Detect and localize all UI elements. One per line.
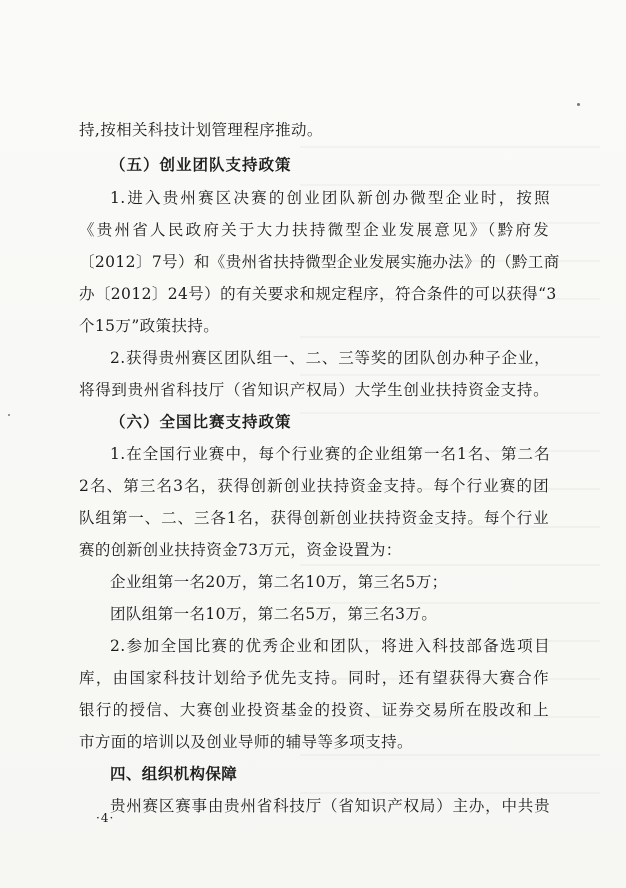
text-line: 将得到贵州省科技厅（省知识产权局）大学生创业扶持资金支持。 [79,381,549,399]
text-line: 2.参加全国比赛的优秀企业和团队，将进入科技部备选项目 [110,637,550,655]
text-line: 1.进入贵州赛区决赛的创业团队新创办微型企业时，按照 [110,189,550,207]
text-line: 赛的创新创业扶持资金73万元，资金设置为： [79,541,402,559]
text-line: 贵州赛区赛事由贵州省科技厅（省知识产权局）主办，中共贵 [110,797,550,815]
text-line: 企业组第一名20万，第二名10万，第三名5万； [110,573,448,591]
text-line: 〔2012〕7号）和《贵州省扶持微型企业发展实施办法》的（黔工商 [79,253,560,271]
section-heading-6: （六）全国比赛支持政策 [110,412,292,431]
scan-speck [577,103,580,106]
text-line: 团队组第一名10万，第二名5万，第三名3万。 [110,605,438,623]
text-line: 1.在全国行业赛中，每个行业赛的企业组第一名1名、第二名 [110,445,550,463]
section-heading-5: （五）创业团队支持政策 [110,155,292,174]
text-line: 2名、第三名3名，获得创新创业扶持资金支持。每个行业赛的团 [79,477,549,495]
text-line: 库，由国家科技计划给予优先支持。同时，还有望获得大赛合作 [79,669,549,687]
text-line: 银行的授信、大赛创业投资基金的投资、证券交易所在股改和上 [79,701,549,719]
page-number: ·4· [96,811,115,825]
text-line: 队组第一、二、三各1名，获得创新创业扶持资金支持。每个行业 [79,509,549,527]
text-line: 《贵州省人民政府关于大力扶持微型企业发展意见》（黔府发 [79,221,549,239]
text-line: 2.获得贵州赛区团队组一、二、三等奖的团队创办种子企业， [110,349,550,367]
scan-speck [8,414,10,416]
text-line: 个15万”政策扶持。 [79,317,220,335]
text-line: 市方面的培训以及创业导师的辅导等多项支持。 [79,733,413,751]
text-line: 办〔2012〕24号）的有关要求和规定程序，符合条件的可以获得“3 [79,285,557,303]
text-line: 持,按相关科技计划管理程序推动。 [79,121,323,139]
section-heading-4: 四、组织机构保障 [110,764,238,783]
